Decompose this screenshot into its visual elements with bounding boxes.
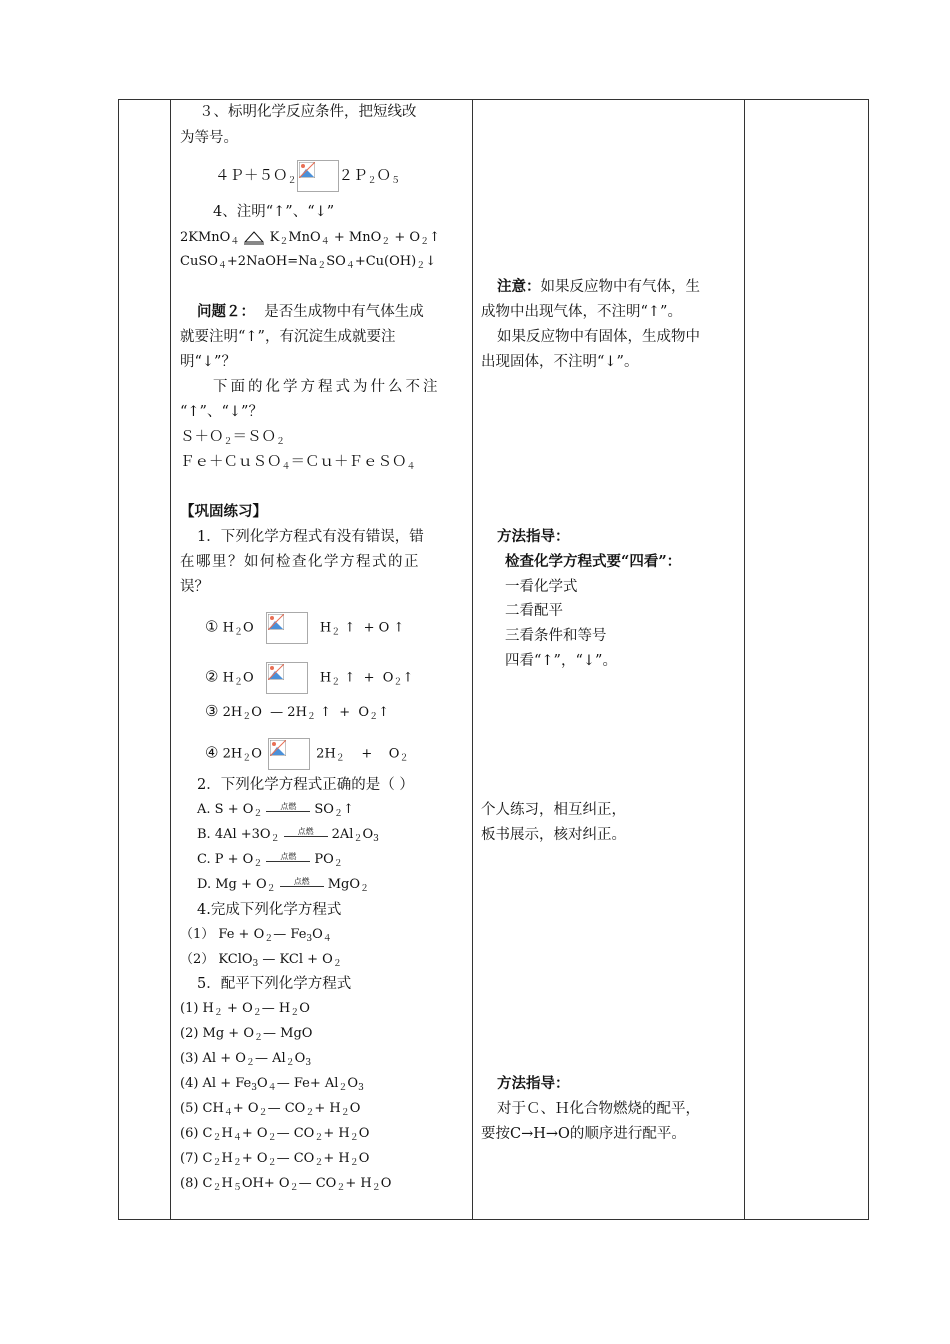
balance-item-5: (5) $CH_4+$ $O_2—$ $CO_2+ H_2O$	[180, 1101, 361, 1118]
method2-line1: 对于Ｃ、Ｈ化合物燃烧的配平，	[497, 1101, 700, 1117]
balance-item-7: (7) $C_2H_2+$ $O_2—$ $CO_2+ H_2O$	[180, 1151, 370, 1168]
balance-item-1: (1) $H_2$ + $O_2—$ $H_2O$	[180, 1001, 310, 1018]
practice-title: 【巩固练习】	[180, 503, 267, 520]
image-placeholder-icon	[268, 738, 310, 770]
practice2-title: 2．下列化学方程式正确的是（ ）	[197, 777, 414, 793]
note-line1: 注意：如果反应物中有气体，生	[497, 278, 700, 295]
choice-3: ③ $2H_2O$ — $2H_2$ ↑ + $O_2↑$	[205, 702, 389, 722]
option-b: B. $4Al +3O_2$ 点燃 $2Al_2O_3$	[197, 826, 379, 844]
lesson-table	[118, 99, 869, 1220]
practice4-item2: （2） KClO$_3$ — KCl + $O_2$	[180, 952, 342, 969]
method-guide-title: 方法指导：	[497, 528, 570, 545]
individual-practice-line1: 个人练习，相互纠正，	[481, 802, 626, 818]
choice-1: ① $H_2O$ $H_2$ ↑ + O ↑	[205, 612, 404, 644]
image-placeholder-icon	[297, 160, 339, 192]
option-c: C. $P + O_2$ 点燃 $PO_2$	[197, 851, 343, 869]
note-line3: 如果反应物中有固体，生成物中	[497, 329, 700, 345]
step3-line2: 为等号。	[180, 130, 238, 146]
check-2: 二看配平	[505, 603, 563, 619]
content-cell	[171, 100, 471, 1219]
image-placeholder-icon	[266, 662, 308, 694]
question2-line4: 下面的化学方程式为什么不注	[213, 379, 441, 395]
practice1-line1: 1．下列化学方程式有没有错误，错	[197, 529, 424, 545]
column-divider	[744, 100, 745, 1219]
notes-cell	[473, 100, 743, 1219]
balance-item-8: (8) $C_2H_5OH+$ $O_2—$ $CO_2+ H_2O$	[180, 1176, 392, 1193]
check-1: 一看化学式	[505, 579, 578, 595]
practice1-line2: 在哪里？如何检查化学方程式的正	[180, 554, 420, 570]
balance-item-4: (4) $Al + Fe_3O_4—$ $Fe+ Al_2O_3$	[180, 1076, 364, 1093]
question2-line1: 问题２： 是否生成物中有气体生成	[197, 303, 424, 320]
step3-line1: ３、标明化学反应条件，把短线改	[199, 104, 417, 120]
note-line2: 成物中出现气体，不注明“↑”。	[481, 304, 682, 320]
question2-line3: 明“↓”？	[180, 354, 236, 370]
practice1-line3: 误？	[180, 579, 209, 595]
check-3: 三看条件和等号	[505, 628, 607, 644]
option-a: A. $S + O_2$ 点燃 $SO_2↑$	[197, 801, 354, 819]
method-guide-title-2: 方法指导：	[497, 1075, 570, 1092]
option-d: D. $Mg + O_2$ 点燃 MgO$_2$	[197, 876, 369, 894]
check-4: 四看“↑”，“↓”。	[505, 653, 617, 669]
question2-line5: “↑”、“↓”？	[180, 404, 263, 420]
individual-practice-line2: 板书展示，核对纠正。	[481, 827, 626, 843]
practice5-title: 5．配平下列化学方程式	[197, 976, 352, 992]
step4-line: 4、注明“↑”、“↓”	[213, 204, 335, 220]
choice-2: ② $H_2O$ $H_2$ ↑ + $O_2↑$	[205, 662, 413, 694]
heat-triangle-icon	[243, 231, 265, 245]
balance-item-6: (6) $C_2H_4+$ $O_2—$ $CO_2+ H_2O$	[180, 1126, 370, 1143]
note-line4: 出现固体，不注明“↓”。	[481, 354, 639, 370]
balance-item-2: (2) $Mg + O_2—$ MgO	[180, 1026, 313, 1043]
equation-cuso4: $CuSO_4+2NaOH=Na_2SO_4+Cu(OH)_2↓$	[180, 254, 437, 271]
equation-sulfur: Ｓ＋Ｏ$_2$＝ＳＯ$_2$	[180, 429, 286, 447]
question2-line2: 就要注明“↑”，有沉淀生成就要注	[180, 329, 396, 345]
method2-line2: 要按C→H→O的顺序进行配平。	[481, 1126, 686, 1142]
equation-iron: Ｆｅ＋ＣｕＳＯ$_4$＝Ｃｕ＋ＦｅＳＯ$_4$	[180, 454, 416, 472]
choice-4: ④ $2H_2O$ $2H_2$ + $O_2$	[205, 738, 408, 770]
equation-phosphorus: ４Ｐ＋５Ｏ$_2$ ２Ｐ$_2$Ｏ$_5$	[215, 160, 400, 192]
balance-item-3: (3) $Al + O_2—$ $Al_2O_3$	[180, 1051, 312, 1068]
four-checks-title: 检查化学方程式要“四看”：	[505, 553, 682, 570]
practice4-title: 4.完成下列化学方程式	[197, 902, 342, 918]
practice4-item1: （1） $Fe + O_2—$ $Fe_3O_4$	[180, 927, 332, 944]
equation-kmno4: 2KMnO$_4$ $K_2MnO_4 + MnO_2$ + $O_2↑$	[180, 230, 440, 247]
image-placeholder-icon	[266, 612, 308, 644]
